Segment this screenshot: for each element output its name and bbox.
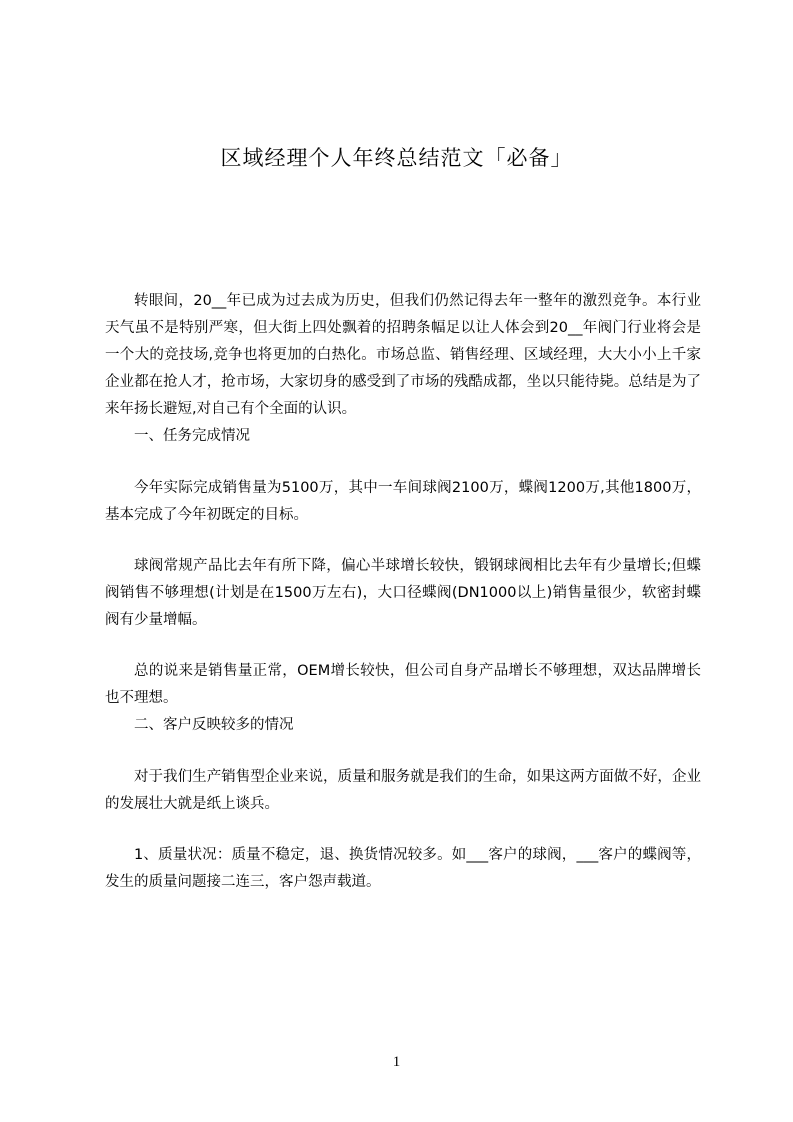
paragraph-quality-status: 1、质量状况：质量不稳定，退、换货情况较多。如___客户的球阀，___客户的蝶阀等，发生的质量问题接二连三，客户怨声载道。 — [105, 847, 701, 890]
section-heading-task-completion: 一、任务完成情况 — [134, 428, 250, 444]
paragraph-product-analysis: 球阀常规产品比去年有所下降，偏心半球增长较快，锻钢球阀相比去年有少量增长;但蝶阀销售不够理想(计划是在1500万左右)，大口径蝶阀(DN1000以上)销售量很少，软密封蝶阀有少量增幅。 — [105, 558, 701, 628]
section-heading-customer-feedback: 二、客户反映较多的情况 — [134, 717, 294, 733]
paragraph-sales-volume: 今年实际完成销售量为5100万，其中一车间球阀2100万，蝶阀1200万,其他1800万，基本完成了今年初既定的目标。 — [105, 480, 701, 523]
page-title: 区域经理个人年终总结范文「必备」 — [220, 146, 573, 170]
page-number: 1 — [392, 1054, 401, 1070]
intro-paragraph: 转眼间，20__年已成为过去成为历史，但我们仍然记得去年一整年的激烈竞争。本行业天气虽不是特别严寒，但大街上四处飘着的招聘条幅足以让人体会到20__年阀门行业将会是一个大的竞技场,竞争也将更加的白热化。市场总监、销售经理、区域经理，大大小小上千家企业都在抢人才，抢市场，大家切身的感受到了市场的残酷成都，坐以只能待毙。总结是为了来年扬长避短,对自己有个全面的认识。 — [105, 293, 701, 417]
document-body — [105, 288, 701, 896]
paragraph-summary: 总的说来是销售量正常，OEM增长较快，但公司自身产品增长不够理想，双达品牌增长也不理想。 — [105, 663, 701, 706]
paragraph-quality-service: 对于我们生产销售型企业来说，质量和服务就是我们的生命，如果这两方面做不好，企业的发展壮大就是纸上谈兵。 — [105, 769, 701, 812]
